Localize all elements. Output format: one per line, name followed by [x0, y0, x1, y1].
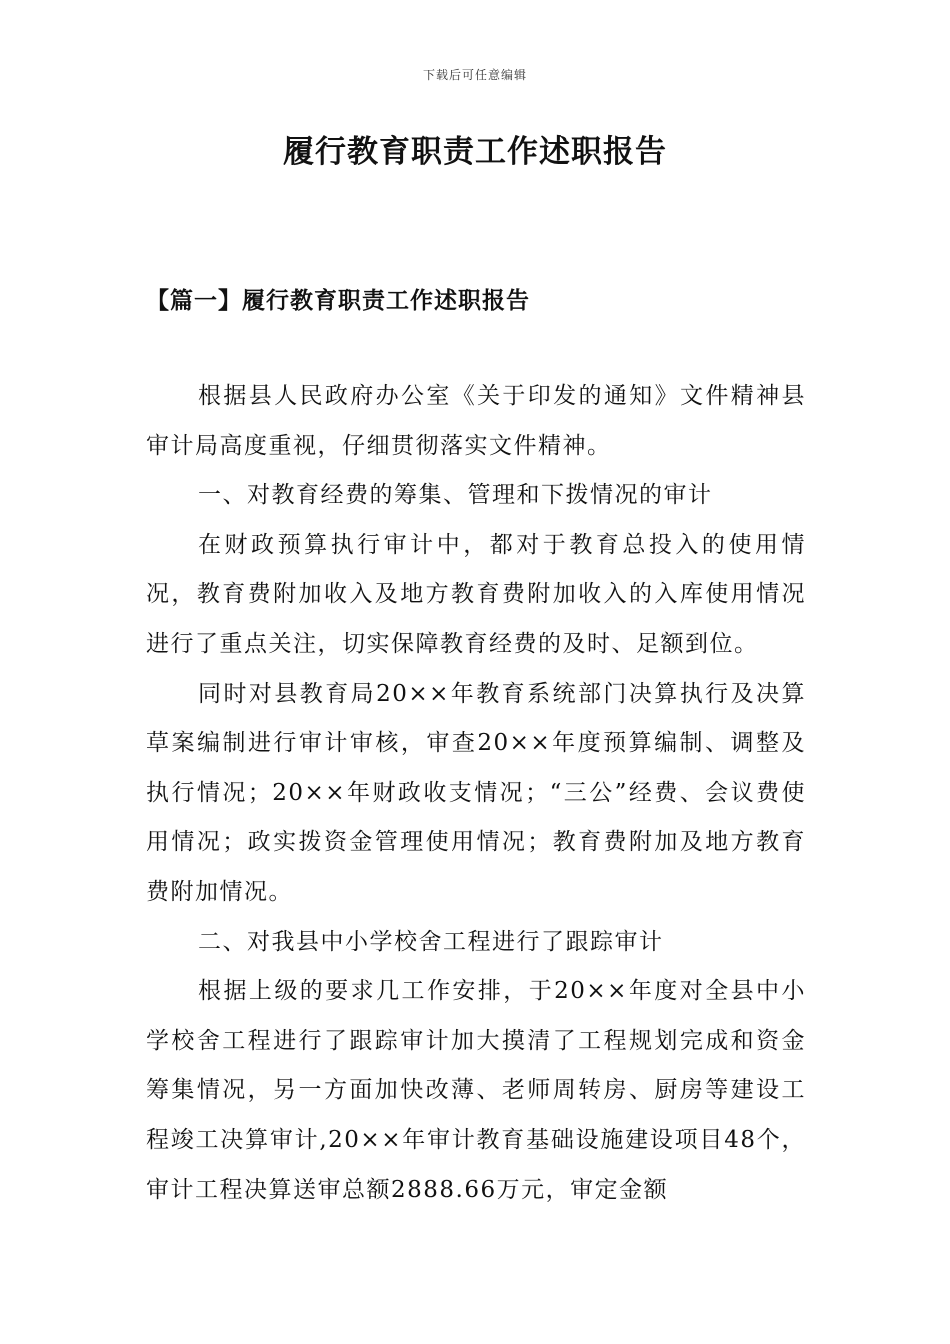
paragraph-intro: 根据县人民政府办公室《关于印发的通知》文件精神县审计局高度重视，仔细贯彻落实文件精神。 [146, 383, 806, 459]
paragraph-final-accounts: 同时对县教育局20××年教育系统部门决算执行及决算草案编制进行审计审核，审查20××年度预算编制、调整及执行情况；20××年财政收支情况；“三公”经费、会议费使用情况；政实拨资金管理使用情况；教育费附加及地方教育费附加情况。 [146, 680, 806, 905]
paragraph-subheading-2: 二、对我县中小学校舍工程进行了跟踪审计 [198, 928, 664, 955]
section-heading: 【篇一】履行教育职责工作述职报告 [146, 287, 530, 314]
paragraph-budget-audit: 在财政预算执行审计中，都对于教育总投入的使用情况，教育费附加收入及地方教育费附加收入的入库使用情况进行了重点关注，切实保障教育经费的及时、足额到位。 [146, 531, 806, 657]
paragraph-subheading-1: 一、对教育经费的筹集、管理和下拨情况的审计 [198, 482, 713, 509]
paragraph-school-projects: 根据上级的要求几工作安排，于20××年度对全县中小学校舍工程进行了跟踪审计加大摸清了工程规划完成和资金筹集情况，另一方面加快改薄、老师周转房、厨房等建设工程竣工决算审计,20××年审计教育基础设施建设项目48个，审计工程决算送审总额2888.66万元，审定金额 [146, 978, 806, 1203]
header-note: 下载后可任意编辑 [422, 68, 527, 82]
document-body [146, 372, 806, 1215]
document-title: 履行教育职责工作述职报告 [283, 134, 667, 170]
